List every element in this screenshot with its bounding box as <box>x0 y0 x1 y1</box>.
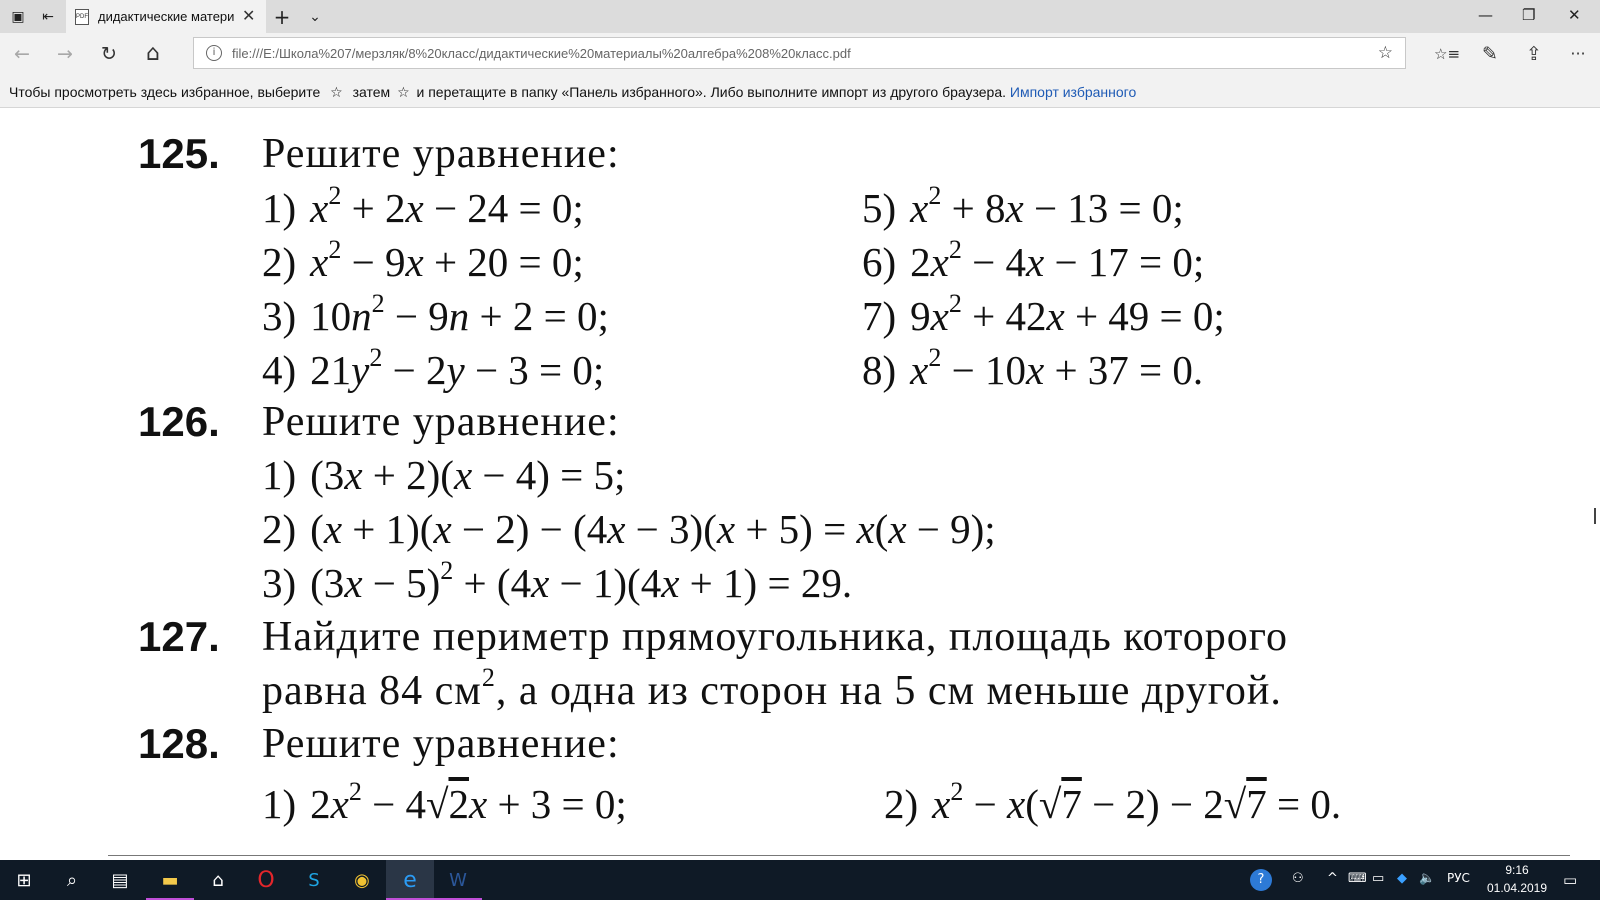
term: + 2 = 0; <box>469 293 609 339</box>
item-index: 4) <box>262 347 297 393</box>
refresh-icon[interactable]: ↻ <box>101 43 117 65</box>
item-index: 2) <box>262 506 297 552</box>
item-index: 1) <box>262 185 297 231</box>
help-icon[interactable]: ? <box>1250 869 1272 891</box>
more-icon[interactable]: ··· <box>1570 44 1586 63</box>
close-window-icon[interactable]: ✕ <box>1568 6 1581 24</box>
term: + 42 <box>961 293 1047 339</box>
problem-heading: Решите уравнение: <box>262 131 620 177</box>
taskbar <box>0 860 1600 900</box>
problem-text: Найдите периметр прямоугольника, площадь которого <box>262 614 1288 660</box>
start-icon[interactable]: ⊞ <box>16 869 32 891</box>
equation <box>862 234 1205 286</box>
chrome-icon[interactable]: ◉ <box>354 869 370 891</box>
equation <box>262 342 605 394</box>
exponent: 2 <box>948 288 962 318</box>
variable: y <box>446 347 465 393</box>
star-icon: ☆ <box>397 85 410 101</box>
item-index: 6) <box>862 239 897 285</box>
pdf-file-icon: PDF <box>75 9 89 25</box>
word-icon[interactable]: W <box>434 860 482 900</box>
equation <box>262 234 584 286</box>
variable: x <box>310 239 329 285</box>
equation: 1) (3x + 2)(x − 4) = 5; <box>262 452 626 498</box>
coefficient: 2 <box>910 239 931 285</box>
chevron-up-icon[interactable]: ^ <box>1327 871 1338 886</box>
variable: x <box>310 185 329 231</box>
problem-text-part: равна 84 см <box>262 668 482 714</box>
address-bar[interactable] <box>193 37 1406 69</box>
problem-number: 125. <box>138 130 220 177</box>
equation <box>862 180 1184 232</box>
equation: 3) $(3x - 5)^2 + (4x - 1)(4x + 1) = 29$. <box>262 555 853 606</box>
favorites-hint-part2: затем <box>352 84 391 100</box>
problem-heading: Решите уравнение: <box>262 399 620 445</box>
term: + 20 = 0; <box>423 239 584 285</box>
item-index: 5) <box>862 185 897 231</box>
set-aside-tabs-icon[interactable]: ⇤ <box>42 9 54 25</box>
scrollbar-indicator[interactable] <box>1594 508 1596 524</box>
term: + 8 <box>941 185 1006 231</box>
url-text[interactable]: file:///E:/Школа%207/мерзляк/8%20класс/дидактические%20материалы%20алгебра%208%20класс.pdf <box>232 46 851 61</box>
favorites-bar <box>0 75 1600 108</box>
back-icon[interactable]: ← <box>14 43 30 65</box>
term: − 3 = 0; <box>464 347 605 393</box>
equation <box>262 288 609 340</box>
variable: x <box>1025 239 1045 285</box>
item-index: 1) <box>262 452 297 498</box>
exponent: 2 <box>371 288 385 318</box>
notifications-icon[interactable]: ▭ <box>1563 871 1578 889</box>
page-divider <box>108 855 1570 856</box>
item-index: 3) <box>262 560 297 606</box>
term: − 10 <box>941 347 1026 393</box>
favorites-hub-icon[interactable]: ☆≡ <box>1434 45 1461 63</box>
term: − 9 <box>384 293 449 339</box>
exponent: 2 <box>928 180 942 210</box>
favorites-hint-part3: и перетащите в папку «Панель избранного». Либо выполните импорт из другого браузера. <box>416 84 1007 100</box>
variable: y <box>351 347 370 393</box>
favorites-hint <box>9 84 1136 101</box>
shield-icon[interactable]: ◆ <box>1397 871 1407 886</box>
browser-tab[interactable] <box>66 0 266 33</box>
term: + 49 = 0; <box>1064 293 1225 339</box>
equation <box>262 180 584 232</box>
term: − 17 = 0; <box>1044 239 1205 285</box>
problem-text <box>262 662 1282 715</box>
variable: x <box>1046 293 1065 339</box>
item-index: 1) <box>262 781 297 827</box>
equation <box>862 342 1204 394</box>
variable: n <box>351 293 372 339</box>
variable: x <box>405 185 424 231</box>
task-view-icon[interactable]: ▤ <box>111 869 129 891</box>
exponent: 2 <box>328 234 342 264</box>
superscript: 2 <box>481 662 496 692</box>
edge-icon[interactable]: e <box>386 860 434 900</box>
title-bar <box>0 0 1600 33</box>
new-tab-icon[interactable]: + <box>273 5 291 29</box>
clock-date[interactable]: 01.04.2019 <box>1486 881 1548 895</box>
problem-heading: Решите уравнение: <box>262 721 620 767</box>
share-icon[interactable]: ⇪ <box>1526 43 1542 65</box>
opera-icon[interactable]: O <box>257 867 275 893</box>
item-index: 3) <box>262 293 297 339</box>
item-index: 8) <box>862 347 897 393</box>
term: − 4 <box>961 239 1026 285</box>
keyboard-icon[interactable]: ⌨ <box>1348 871 1367 886</box>
people-icon[interactable]: ⚇ <box>1292 871 1304 886</box>
problem-number: 128. <box>138 720 220 767</box>
variable: n <box>448 293 470 339</box>
info-icon[interactable]: i <box>206 45 222 61</box>
tab-actions-icon[interactable]: ▣ <box>11 9 25 25</box>
equation: 2) (x + 1)(x − 2) − (4x − 3)(x + 5) = x(x − 9); <box>262 506 996 552</box>
equation: 1) $2x^2 - 4√2x + 3 = 0$; <box>262 776 627 827</box>
network-icon[interactable]: ▭ <box>1372 871 1385 886</box>
item-index: 2) <box>884 781 919 827</box>
variable: x <box>405 239 424 285</box>
item-index: 7) <box>862 293 897 339</box>
term: − 24 = 0; <box>423 185 584 231</box>
close-tab-icon[interactable]: ✕ <box>242 6 256 25</box>
term: − 13 = 0; <box>1023 185 1184 231</box>
term: + 2 <box>341 185 406 231</box>
volume-icon[interactable]: 🔈 <box>1419 871 1436 886</box>
home-icon[interactable]: ⌂ <box>146 41 160 66</box>
search-icon[interactable]: ⌕ <box>66 869 78 891</box>
variable: x <box>910 185 929 231</box>
home-icon[interactable]: ⌂ <box>212 869 224 891</box>
coefficient: 21 <box>310 347 352 393</box>
import-favorites-link[interactable]: Импорт избранного <box>1009 84 1137 100</box>
pdf-document[interactable] <box>0 108 1600 860</box>
exponent: 2 <box>328 180 342 210</box>
problem-number: 127. <box>138 613 220 660</box>
coefficient: 9 <box>910 293 931 339</box>
pen-icon[interactable]: ✎ <box>1482 43 1498 65</box>
favorite-star-icon[interactable]: ☆ <box>1377 43 1393 63</box>
star-icon: ☆ <box>330 85 343 101</box>
forward-icon[interactable]: → <box>57 43 73 65</box>
variable: x <box>1025 347 1045 393</box>
term: + 37 = 0. <box>1044 347 1204 393</box>
variable: x <box>1005 185 1024 231</box>
term: − 9 <box>341 239 406 285</box>
coefficient: 10 <box>310 293 352 339</box>
term: − 2 <box>382 347 447 393</box>
language-indicator[interactable]: РУС <box>1447 871 1470 885</box>
equation: 2) $x^2 - x(√7 - 2) - 2√7 = 0$. <box>884 776 1342 827</box>
exponent: 2 <box>948 234 962 264</box>
navigation-bar <box>0 33 1600 75</box>
skype-icon[interactable]: S <box>308 869 320 891</box>
variable: x <box>930 239 949 285</box>
equation <box>862 288 1225 340</box>
exponent: 2 <box>928 342 942 372</box>
clock-time[interactable]: 9:16 <box>1505 863 1529 877</box>
file-explorer-icon[interactable]: ▬ <box>146 860 194 900</box>
problem-text-part: , а одна из сторон на 5 см меньше другой. <box>495 668 1282 714</box>
exponent: 2 <box>369 342 383 372</box>
variable: x <box>910 347 929 393</box>
favorites-hint-part1: Чтобы просмотреть здесь избранное, выберите <box>9 84 321 100</box>
minimize-icon[interactable]: — <box>1478 6 1493 24</box>
restore-icon[interactable]: ❐ <box>1522 6 1536 24</box>
variable: x <box>930 293 949 339</box>
chevron-down-icon[interactable]: ⌄ <box>309 9 321 25</box>
tab-title: дидактические матери <box>98 9 235 24</box>
item-index: 2) <box>262 239 297 285</box>
problem-number: 126. <box>138 398 220 445</box>
